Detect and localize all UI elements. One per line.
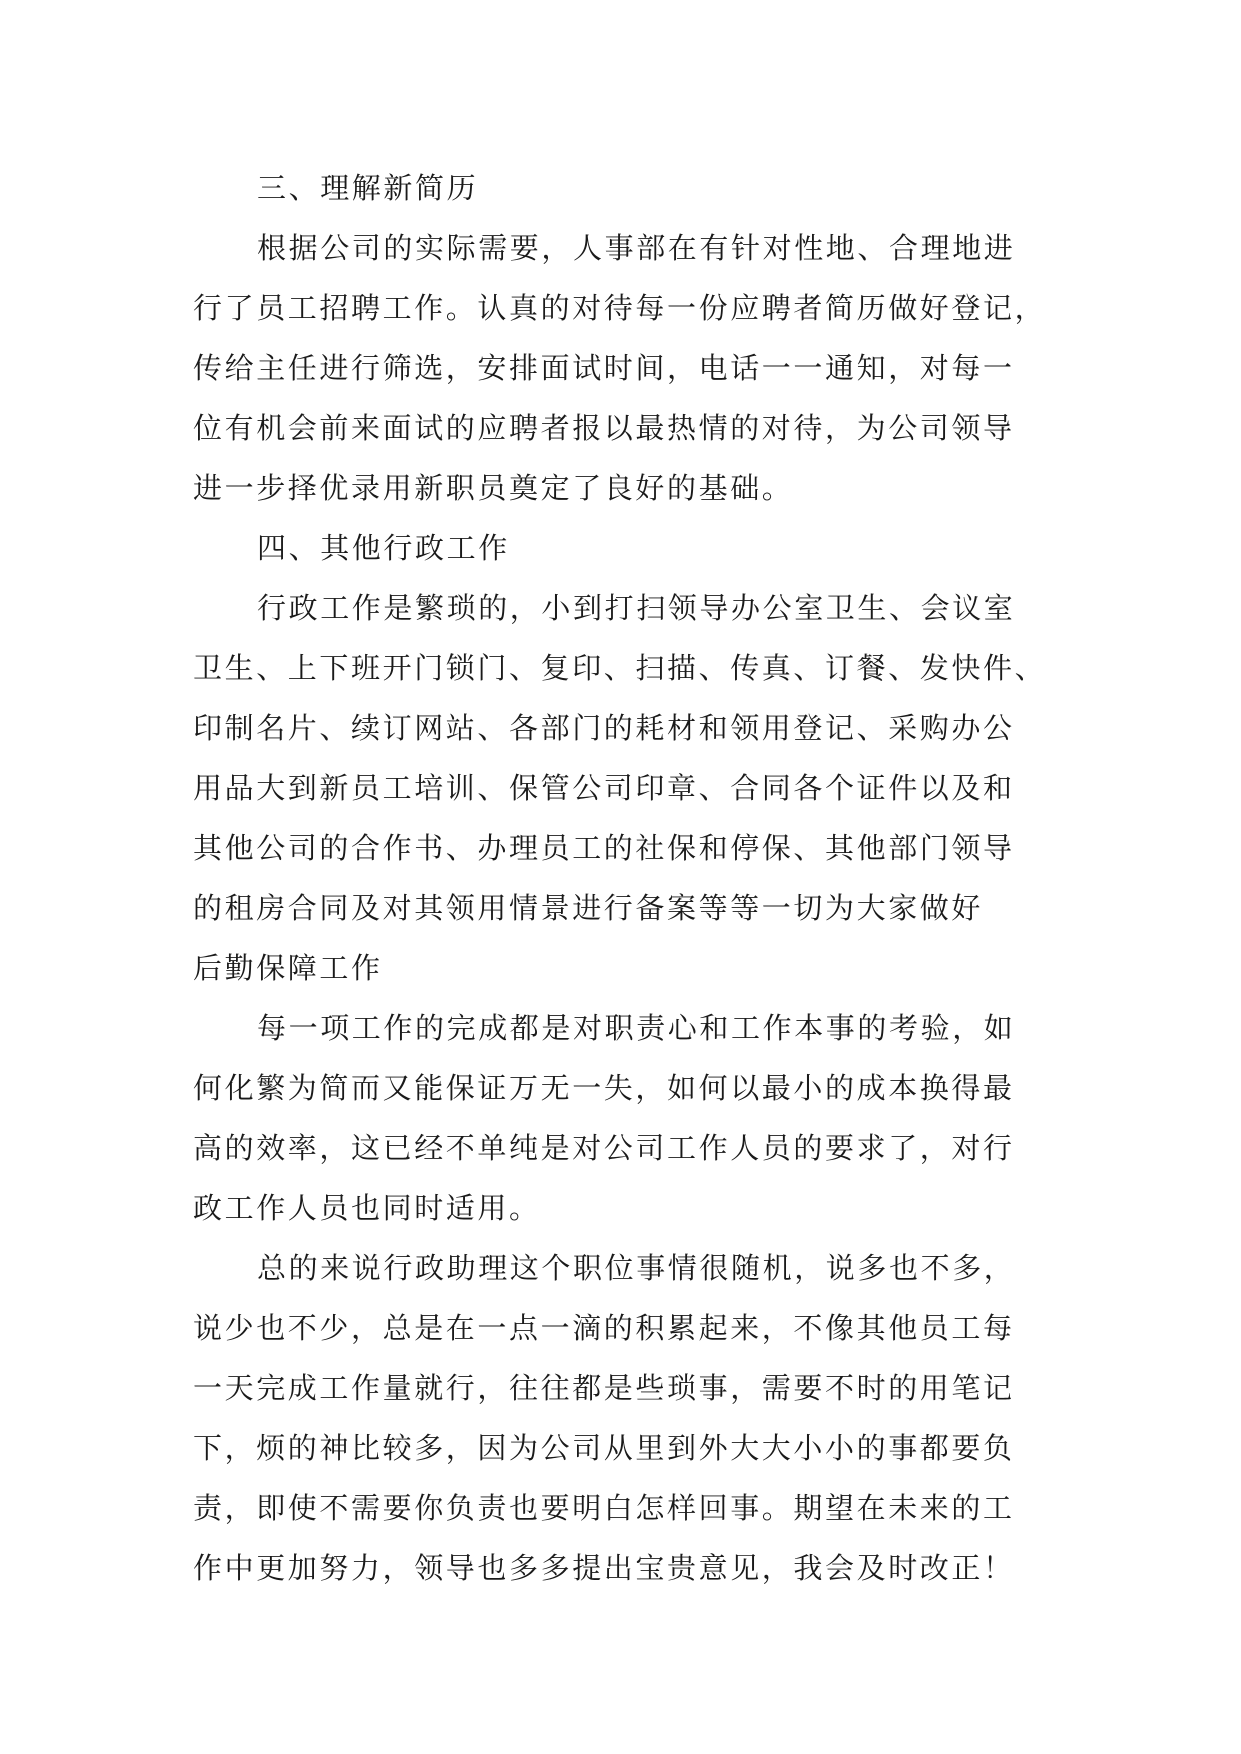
paragraph-line: 总的来说行政助理这个职位事情很随机，说多也不多， (257, 1251, 1016, 1285)
paragraph-line: 说少也不少，总是在一点一滴的积累起来，不像其他员工每 (193, 1311, 1015, 1345)
paragraph-line: 的租房合同及对其领用情景进行备案等等一切为大家做好 (193, 891, 984, 925)
document-body (193, 158, 1083, 1598)
paragraph-line: 用品大到新员工培训、保管公司印章、合同各个证件以及和 (193, 771, 1015, 805)
paragraph-line: 责，即使不需要你负责也要明白怎样回事。期望在未来的工 (193, 1491, 1015, 1525)
paragraph-line: 高的效率，这已经不单纯是对公司工作人员的要求了，对行 (193, 1131, 1015, 1165)
section-heading-3: 三、理解新简历 (257, 171, 479, 205)
paragraph-line: 行了员工招聘工作。认真的对待每一份应聘者简历做好登记， (193, 291, 1047, 325)
section-heading-4: 四、其他行政工作 (257, 531, 510, 565)
paragraph-line: 行政工作是繁琐的，小到打扫领导办公室卫生、会议室 (257, 591, 1016, 625)
paragraph-line: 每一项工作的完成都是对职责心和工作本事的考验，如 (257, 1011, 1016, 1045)
paragraph-line: 其他公司的合作书、办理员工的社保和停保、其他部门领导 (193, 831, 1015, 865)
paragraph-line: 政工作人员也同时适用。 (193, 1191, 541, 1225)
paragraph-line: 卫生、上下班开门锁门、复印、扫描、传真、订餐、发快件、 (193, 651, 1047, 685)
paragraph-line: 位有机会前来面试的应聘者报以最热情的对待，为公司领导 (193, 411, 1015, 445)
paragraph-line: 印制名片、续订网站、各部门的耗材和领用登记、采购办公 (193, 711, 1015, 745)
paragraph-line: 作中更加努力，领导也多多提出宝贵意见，我会及时改正！ (193, 1551, 1015, 1585)
paragraph-line: 后勤保障工作 (193, 951, 383, 985)
paragraph-line: 下，烦的神比较多，因为公司从里到外大大小小的事都要负 (193, 1431, 1015, 1465)
paragraph-line: 传给主任进行筛选，安排面试时间，电话一一通知，对每一 (193, 351, 1015, 385)
paragraph-line: 进一步择优录用新职员奠定了良好的基础。 (193, 471, 794, 505)
paragraph-line: 何化繁为简而又能保证万无一失，如何以最小的成本换得最 (193, 1071, 1015, 1105)
paragraph-line: 根据公司的实际需要，人事部在有针对性地、合理地进 (257, 231, 1016, 265)
paragraph-line: 一天完成工作量就行，往往都是些琐事，需要不时的用笔记 (193, 1371, 1015, 1405)
